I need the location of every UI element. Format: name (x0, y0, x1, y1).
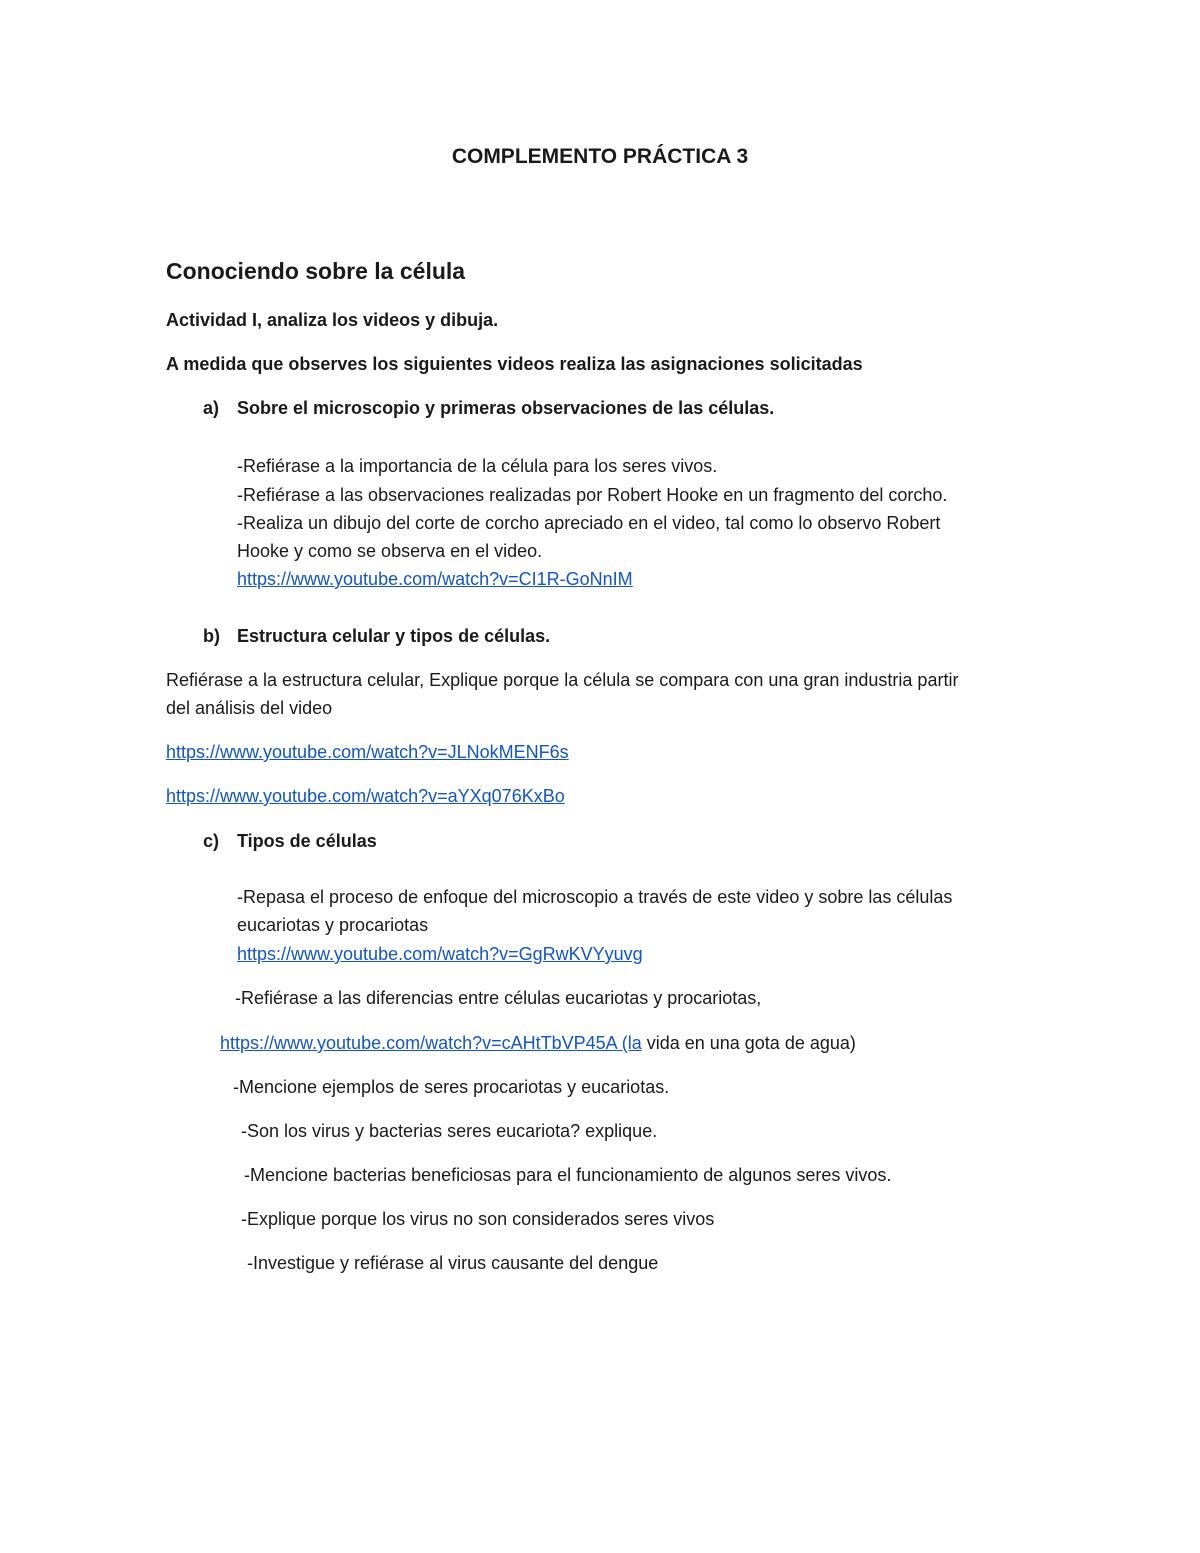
video-link-c1[interactable]: https://www.youtube.com/watch?v=GgRwKVYyuvg (237, 944, 643, 964)
section-c-line: -Refiérase a las diferencias entre células eucariotas y procariotas, (235, 988, 762, 1008)
section-c-line: eucariotas y procariotas (237, 915, 429, 935)
question-line: -Mencione ejemplos de seres procariotas y eucariotas. (233, 1077, 670, 1097)
section-b-title: Estructura celular y tipos de células. (237, 626, 551, 646)
video-link-c2[interactable]: https://www.youtube.com/watch?v=cAHtTbVP45A (la (220, 1033, 642, 1053)
video-link-b2[interactable]: https://www.youtube.com/watch?v=aYXq076KxBo (166, 786, 565, 806)
section-a-line: Hooke y como se observa en el video. (237, 541, 543, 561)
question-line: -Investigue y refiérase al virus causante del dengue (247, 1253, 659, 1273)
question-line: -Explique porque los virus no son considerados seres vivos (241, 1209, 715, 1229)
intro-line: A medida que observes los siguientes videos realiza las asignaciones solicitadas (166, 354, 863, 374)
section-b-paragraph-line: Refiérase a la estructura celular, Explique porque la célula se compara con una gran industria partir (166, 670, 959, 690)
list-marker-c: c) (203, 831, 220, 851)
video-link-b1[interactable]: https://www.youtube.com/watch?v=JLNokMENF6s (166, 742, 569, 762)
video-link-a[interactable]: https://www.youtube.com/watch?v=CI1R-GoNnIM (237, 569, 633, 589)
section-a-line: -Refiérase a la importancia de la célula para los seres vivos. (237, 456, 718, 476)
section-c-line: -Repasa el proceso de enfoque del microscopio a través de este video y sobre las células (237, 887, 953, 907)
question-line: -Son los virus y bacterias seres eucariota? explique. (241, 1121, 658, 1141)
section-c-title: Tipos de células (237, 831, 377, 851)
document-title: COMPLEMENTO PRÁCTICA 3 (451, 145, 749, 168)
activity-line: Actividad I, analiza los videos y dibuja. (166, 310, 499, 330)
list-marker-b: b) (203, 626, 220, 646)
gota-line (220, 1032, 856, 1054)
section-b-paragraph-line: del análisis del video (166, 698, 333, 718)
gota-caption: vida en una gota de agua) (641, 1033, 856, 1053)
question-line: -Mencione bacterias beneficiosas para el funcionamiento de algunos seres vivos. (244, 1165, 892, 1185)
section-heading: Conociendo sobre la célula (166, 258, 466, 284)
section-a-line: -Refiérase a las observaciones realizadas por Robert Hooke en un fragmento del corcho. (237, 485, 948, 505)
list-marker-a: a) (203, 398, 220, 418)
section-a-line: -Realiza un dibujo del corte de corcho apreciado en el video, tal como lo observo Robert (237, 513, 941, 533)
section-a-title: Sobre el microscopio y primeras observaciones de las células. (237, 398, 775, 418)
